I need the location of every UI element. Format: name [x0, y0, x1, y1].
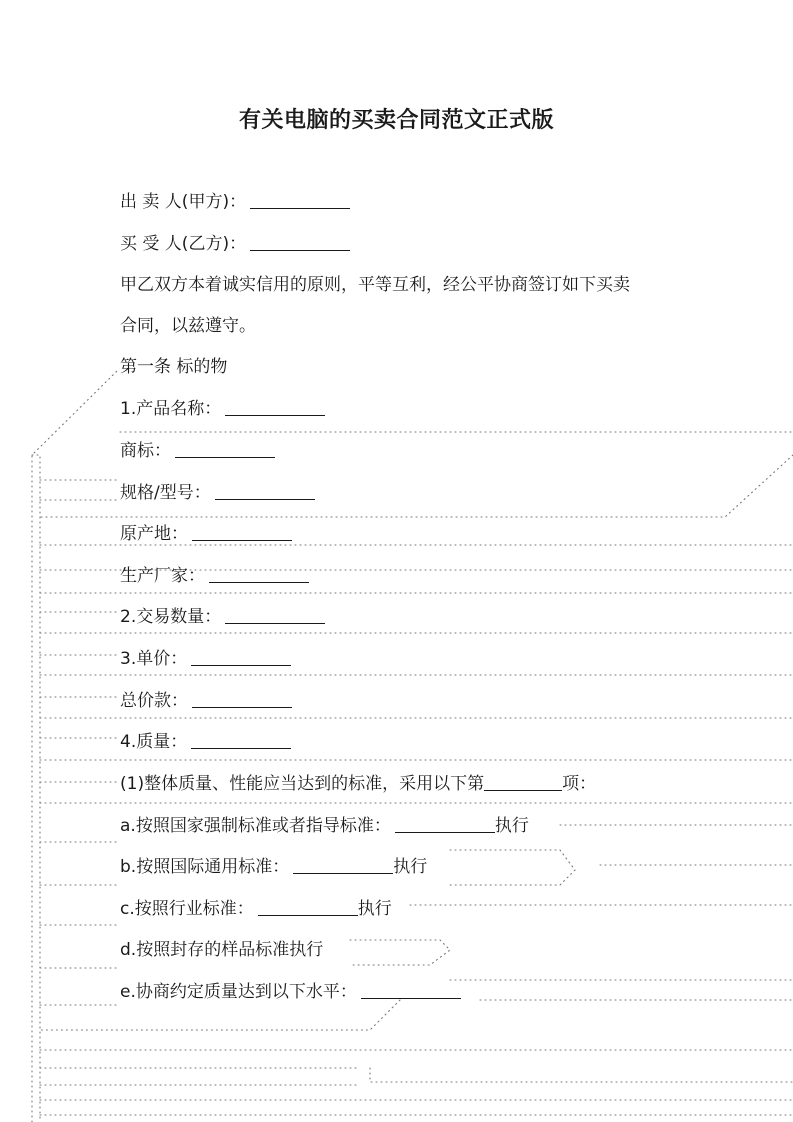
option-a-suffix: 执行: [494, 816, 529, 836]
quantity-blank[interactable]: [225, 605, 325, 624]
quantity-label: 2.交易数量：: [120, 607, 222, 627]
quantity-line: [120, 605, 325, 629]
option-c-prefix: c.按照行业标准：: [120, 899, 254, 919]
intro-line-2: 合同，以兹遵守。: [120, 316, 256, 336]
option-a-line: [120, 814, 529, 838]
origin-label: 原产地：: [120, 524, 188, 544]
option-c-line: [120, 897, 392, 921]
option-b-line: [120, 855, 427, 879]
article-1-heading: 第一条 标的物: [120, 357, 228, 377]
option-b-blank[interactable]: [293, 855, 393, 874]
quality-standard-prefix: (1)整体质量、性能应当达到的标准，采用以下第: [120, 774, 485, 794]
total-price-label: 总价款：: [120, 691, 188, 711]
trademark-label: 商标：: [120, 441, 171, 461]
intro-line-1: 甲乙双方本着诚实信用的原则，平等互利，经公平协商签订如下买卖: [120, 275, 630, 295]
quality-label: 4.质量：: [120, 732, 188, 752]
quality-standard-blank[interactable]: [484, 772, 562, 791]
spec-label: 规格/型号：: [120, 483, 211, 503]
option-c-suffix: 执行: [357, 899, 392, 919]
option-e-prefix: e.协商约定质量达到以下水平：: [120, 982, 357, 1002]
product-name-line: [120, 397, 325, 421]
product-name-blank[interactable]: [225, 397, 325, 416]
origin-blank[interactable]: [192, 522, 292, 541]
manufacturer-line: [120, 564, 309, 588]
option-e-blank[interactable]: [361, 980, 461, 999]
option-c-blank[interactable]: [258, 897, 358, 916]
option-a-blank[interactable]: [395, 814, 495, 833]
spec-line: [120, 481, 315, 505]
buyer-blank[interactable]: [250, 232, 350, 251]
manufacturer-label: 生产厂家：: [120, 566, 205, 586]
total-price-line: [120, 689, 292, 713]
document-title: 有关电脑的买卖合同范文正式版: [238, 108, 554, 133]
option-e-line: [120, 980, 461, 1004]
quality-standard-line: [120, 772, 596, 796]
trademark-blank[interactable]: [175, 439, 275, 458]
product-name-label: 1.产品名称：: [120, 399, 222, 419]
unit-price-line: [120, 647, 291, 671]
option-b-suffix: 执行: [393, 857, 428, 877]
buyer-line: [120, 232, 350, 256]
origin-line: [120, 522, 292, 546]
quality-blank[interactable]: [191, 730, 291, 749]
trademark-line: [120, 439, 275, 463]
buyer-label: 买 受 人(乙方)：: [120, 234, 247, 254]
manufacturer-blank[interactable]: [209, 564, 309, 583]
option-b-prefix: b.按照国际通用标准：: [120, 857, 290, 877]
option-a-prefix: a.按照国家强制标准或者指导标准：: [120, 816, 391, 836]
seller-label: 出 卖 人(甲方)：: [120, 192, 247, 212]
quality-standard-suffix: 项：: [562, 774, 597, 794]
unit-price-label: 3.单价：: [120, 649, 188, 669]
total-price-blank[interactable]: [192, 689, 292, 708]
spec-blank[interactable]: [215, 481, 315, 500]
seller-line: [120, 190, 350, 214]
seller-blank[interactable]: [250, 190, 350, 209]
option-d-line: d.按照封存的样品标准执行: [120, 940, 324, 960]
quality-line: [120, 730, 291, 754]
unit-price-blank[interactable]: [191, 647, 291, 666]
